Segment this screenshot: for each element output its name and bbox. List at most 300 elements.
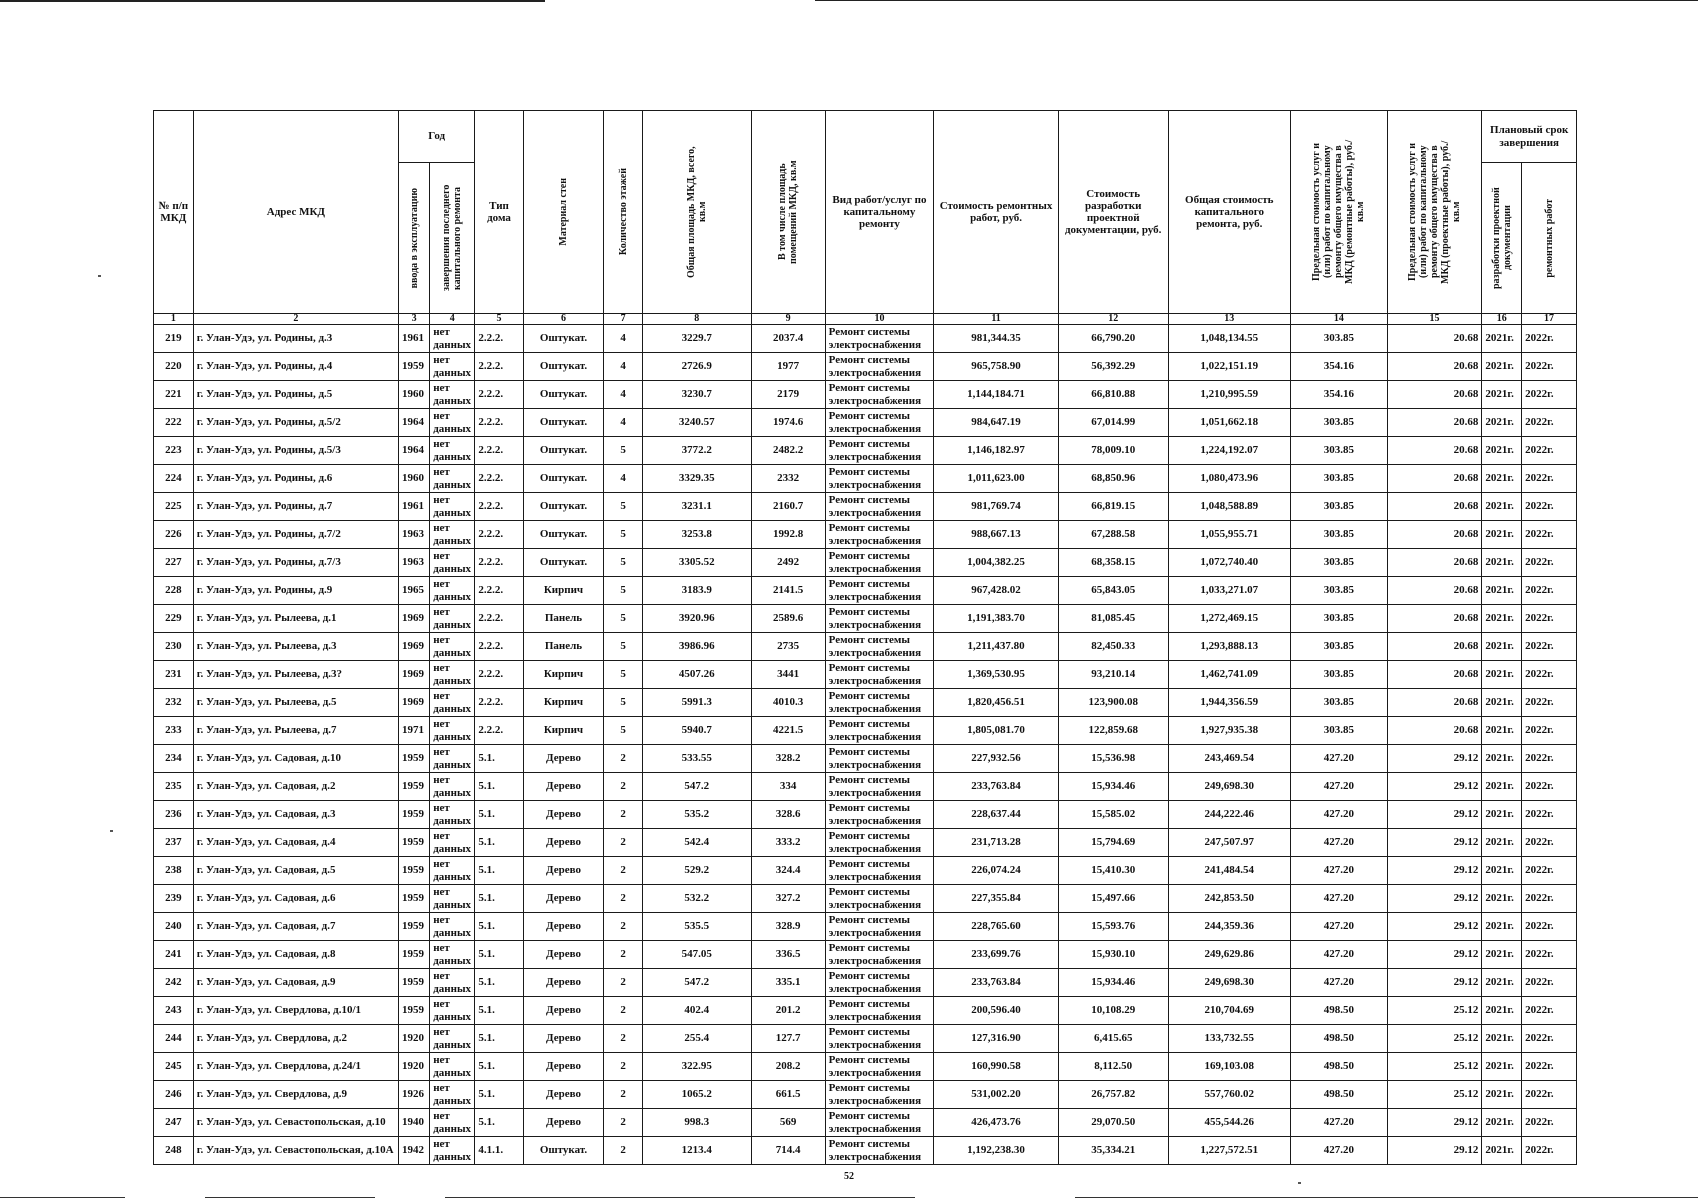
- header-year-last-repair: завершения последнего капитального ремонта: [430, 163, 475, 314]
- table-row: [154, 885, 1577, 913]
- table-row: [154, 997, 1577, 1025]
- deadline-design-cell: 2021г.: [1482, 801, 1522, 829]
- limit-design-cell: 20.68: [1387, 437, 1482, 465]
- house-type-cell: 5.1.: [475, 829, 523, 857]
- design-cost-cell: 68,850.96: [1058, 465, 1168, 493]
- deadline-repair-cell: 2022г.: [1522, 689, 1577, 717]
- column-number: 17: [1522, 314, 1577, 325]
- header-repair-cost: Стоимость ремонтных работ, руб.: [934, 111, 1059, 314]
- house-type-cell: 2.2.2.: [475, 633, 523, 661]
- scan-top-edge-left: [0, 0, 545, 2]
- limit-repair-cell: 303.85: [1291, 549, 1388, 577]
- total-area-cell: 3183.9: [642, 577, 751, 605]
- floors-cell: 2: [604, 885, 643, 913]
- header-limit-repair: Предельная стоимость услуг и (или) работ по капитальному ремонту общего имущества в МКД (ремонтные работы), руб./кв.м: [1291, 111, 1388, 314]
- year-commission-cell: 1959: [399, 857, 430, 885]
- year-last-repair-cell: нет данных: [430, 941, 475, 969]
- deadline-design-cell: 2021г.: [1482, 465, 1522, 493]
- column-number: 14: [1291, 314, 1388, 325]
- premises-area-cell: 333.2: [751, 829, 825, 857]
- limit-repair-cell: 303.85: [1291, 325, 1388, 353]
- row-number: 225: [154, 493, 194, 521]
- row-number: 244: [154, 1025, 194, 1053]
- repair-cost-cell: 233,763.84: [934, 969, 1059, 997]
- limit-repair-cell: 427.20: [1291, 857, 1388, 885]
- material-cell: Кирпич: [523, 689, 604, 717]
- premises-area-cell: 3441: [751, 661, 825, 689]
- limit-repair-cell: 427.20: [1291, 1137, 1388, 1165]
- table-row: [154, 549, 1577, 577]
- work-type-cell: Ремонт системы электроснабжения: [825, 381, 934, 409]
- material-cell: Дерево: [523, 829, 604, 857]
- limit-design-cell: 20.68: [1387, 605, 1482, 633]
- house-type-cell: 5.1.: [475, 745, 523, 773]
- deadline-repair-cell: 2022г.: [1522, 1137, 1577, 1165]
- limit-design-cell: 29.12: [1387, 773, 1482, 801]
- limit-design-cell: 29.12: [1387, 885, 1482, 913]
- year-commission-cell: 1959: [399, 969, 430, 997]
- total-area-cell: 535.5: [642, 913, 751, 941]
- repair-cost-cell: 233,763.84: [934, 773, 1059, 801]
- total-cost-cell: 1,927,935.38: [1168, 717, 1291, 745]
- year-commission-cell: 1959: [399, 745, 430, 773]
- floors-cell: 4: [604, 409, 643, 437]
- row-number: 239: [154, 885, 194, 913]
- deadline-design-cell: 2021г.: [1482, 605, 1522, 633]
- row-number: 224: [154, 465, 194, 493]
- total-area-cell: 3920.96: [642, 605, 751, 633]
- design-cost-cell: 15,536.98: [1058, 745, 1168, 773]
- floors-cell: 2: [604, 1025, 643, 1053]
- house-type-cell: 2.2.2.: [475, 605, 523, 633]
- deadline-repair-cell: 2022г.: [1522, 549, 1577, 577]
- year-last-repair-cell: нет данных: [430, 1081, 475, 1109]
- material-cell: Дерево: [523, 1081, 604, 1109]
- repair-cost-cell: 1,211,437.80: [934, 633, 1059, 661]
- year-commission-cell: 1940: [399, 1109, 430, 1137]
- repair-cost-cell: 1,146,182.97: [934, 437, 1059, 465]
- floors-cell: 4: [604, 381, 643, 409]
- table-row: [154, 745, 1577, 773]
- total-area-cell: 3230.7: [642, 381, 751, 409]
- header-design-cost: Стоимость разработки проектной документации, руб.: [1058, 111, 1168, 314]
- material-cell: Оштукат.: [523, 1137, 604, 1165]
- floors-cell: 5: [604, 605, 643, 633]
- work-type-cell: Ремонт системы электроснабжения: [825, 997, 934, 1025]
- total-cost-cell: 1,051,662.18: [1168, 409, 1291, 437]
- table-row: [154, 1053, 1577, 1081]
- deadline-design-cell: 2021г.: [1482, 1053, 1522, 1081]
- year-last-repair-cell: нет данных: [430, 661, 475, 689]
- table-row: [154, 941, 1577, 969]
- row-number: 243: [154, 997, 194, 1025]
- design-cost-cell: 66,819.15: [1058, 493, 1168, 521]
- repair-cost-cell: 1,369,530.95: [934, 661, 1059, 689]
- material-cell: Кирпич: [523, 717, 604, 745]
- address-cell: г. Улан-Удэ, ул. Садовая, д.2: [193, 773, 398, 801]
- floors-cell: 5: [604, 521, 643, 549]
- limit-repair-cell: 303.85: [1291, 493, 1388, 521]
- row-number: 242: [154, 969, 194, 997]
- total-cost-cell: 1,293,888.13: [1168, 633, 1291, 661]
- limit-repair-cell: 427.20: [1291, 801, 1388, 829]
- address-cell: г. Улан-Удэ, ул. Родины, д.3: [193, 325, 398, 353]
- repair-cost-cell: 228,765.60: [934, 913, 1059, 941]
- total-area-cell: 547.2: [642, 773, 751, 801]
- design-cost-cell: 15,934.46: [1058, 773, 1168, 801]
- premises-area-cell: 201.2: [751, 997, 825, 1025]
- total-area-cell: 3240.57: [642, 409, 751, 437]
- total-cost-cell: 1,072,740.40: [1168, 549, 1291, 577]
- work-type-cell: Ремонт системы электроснабжения: [825, 1025, 934, 1053]
- deadline-repair-cell: 2022г.: [1522, 857, 1577, 885]
- repair-cost-cell: 1,191,383.70: [934, 605, 1059, 633]
- total-area-cell: 3229.7: [642, 325, 751, 353]
- address-cell: г. Улан-Удэ, ул. Родины, д.4: [193, 353, 398, 381]
- scan-speck: [110, 830, 113, 832]
- total-area-cell: 533.55: [642, 745, 751, 773]
- material-cell: Дерево: [523, 969, 604, 997]
- premises-area-cell: 127.7: [751, 1025, 825, 1053]
- deadline-repair-cell: 2022г.: [1522, 745, 1577, 773]
- deadline-design-cell: 2021г.: [1482, 1137, 1522, 1165]
- scan-bottom-edge-3: [445, 1197, 915, 1198]
- deadline-design-cell: 2021г.: [1482, 717, 1522, 745]
- repair-cost-cell: 531,002.20: [934, 1081, 1059, 1109]
- premises-area-cell: 2589.6: [751, 605, 825, 633]
- table-row: [154, 913, 1577, 941]
- total-area-cell: 4507.26: [642, 661, 751, 689]
- table-row: [154, 773, 1577, 801]
- house-type-cell: 2.2.2.: [475, 465, 523, 493]
- year-last-repair-cell: нет данных: [430, 913, 475, 941]
- design-cost-cell: 15,585.02: [1058, 801, 1168, 829]
- total-cost-cell: 1,048,588.89: [1168, 493, 1291, 521]
- repair-cost-cell: 127,316.90: [934, 1025, 1059, 1053]
- deadline-design-cell: 2021г.: [1482, 409, 1522, 437]
- repair-cost-cell: 226,074.24: [934, 857, 1059, 885]
- year-last-repair-cell: нет данных: [430, 577, 475, 605]
- total-area-cell: 3231.1: [642, 493, 751, 521]
- column-number: 12: [1058, 314, 1168, 325]
- repair-cost-cell: 988,667.13: [934, 521, 1059, 549]
- year-commission-cell: 1971: [399, 717, 430, 745]
- total-cost-cell: 1,048,134.55: [1168, 325, 1291, 353]
- table-row: [154, 325, 1577, 353]
- work-type-cell: Ремонт системы электроснабжения: [825, 1081, 934, 1109]
- limit-repair-cell: 303.85: [1291, 521, 1388, 549]
- column-number: 6: [523, 314, 604, 325]
- total-cost-cell: 210,704.69: [1168, 997, 1291, 1025]
- row-number: 234: [154, 745, 194, 773]
- year-last-repair-cell: нет данных: [430, 857, 475, 885]
- deadline-repair-cell: 2022г.: [1522, 941, 1577, 969]
- work-type-cell: Ремонт системы электроснабжения: [825, 745, 934, 773]
- total-cost-cell: 1,227,572.51: [1168, 1137, 1291, 1165]
- limit-design-cell: 20.68: [1387, 689, 1482, 717]
- limit-repair-cell: 354.16: [1291, 381, 1388, 409]
- floors-cell: 2: [604, 745, 643, 773]
- house-type-cell: 5.1.: [475, 913, 523, 941]
- premises-area-cell: 1992.8: [751, 521, 825, 549]
- floors-cell: 5: [604, 577, 643, 605]
- row-number: 233: [154, 717, 194, 745]
- deadline-repair-cell: 2022г.: [1522, 885, 1577, 913]
- floors-cell: 2: [604, 1053, 643, 1081]
- repair-cost-cell: 1,011,623.00: [934, 465, 1059, 493]
- deadline-repair-cell: 2022г.: [1522, 1025, 1577, 1053]
- material-cell: Оштукат.: [523, 409, 604, 437]
- design-cost-cell: 35,334.21: [1058, 1137, 1168, 1165]
- repair-cost-cell: 231,713.28: [934, 829, 1059, 857]
- limit-design-cell: 29.12: [1387, 913, 1482, 941]
- deadline-repair-cell: 2022г.: [1522, 381, 1577, 409]
- table-row: [154, 969, 1577, 997]
- house-type-cell: 2.2.2.: [475, 717, 523, 745]
- limit-design-cell: 20.68: [1387, 521, 1482, 549]
- deadline-design-cell: 2021г.: [1482, 1109, 1522, 1137]
- limit-repair-cell: 303.85: [1291, 437, 1388, 465]
- house-type-cell: 2.2.2.: [475, 661, 523, 689]
- limit-repair-cell: 427.20: [1291, 969, 1388, 997]
- limit-design-cell: 20.68: [1387, 633, 1482, 661]
- deadline-design-cell: 2021г.: [1482, 577, 1522, 605]
- deadline-repair-cell: 2022г.: [1522, 717, 1577, 745]
- material-cell: Дерево: [523, 773, 604, 801]
- total-cost-cell: 243,469.54: [1168, 745, 1291, 773]
- address-cell: г. Улан-Удэ, ул. Свердлова, д.9: [193, 1081, 398, 1109]
- total-cost-cell: 1,033,271.07: [1168, 577, 1291, 605]
- year-last-repair-cell: нет данных: [430, 997, 475, 1025]
- premises-area-cell: 1974.6: [751, 409, 825, 437]
- design-cost-cell: 15,593.76: [1058, 913, 1168, 941]
- work-type-cell: Ремонт системы электроснабжения: [825, 493, 934, 521]
- house-type-cell: 2.2.2.: [475, 409, 523, 437]
- repair-cost-cell: 1,820,456.51: [934, 689, 1059, 717]
- work-type-cell: Ремонт системы электроснабжения: [825, 353, 934, 381]
- work-type-cell: Ремонт системы электроснабжения: [825, 913, 934, 941]
- material-cell: Дерево: [523, 1025, 604, 1053]
- address-cell: г. Улан-Удэ, ул. Садовая, д.5: [193, 857, 398, 885]
- scan-top-edge-right: [815, 0, 1698, 1]
- floors-cell: 2: [604, 997, 643, 1025]
- total-area-cell: 255.4: [642, 1025, 751, 1053]
- material-cell: Оштукат.: [523, 325, 604, 353]
- page-number: 52: [844, 1171, 854, 1182]
- total-area-cell: 3253.8: [642, 521, 751, 549]
- total-area-cell: 402.4: [642, 997, 751, 1025]
- material-cell: Кирпич: [523, 661, 604, 689]
- limit-design-cell: 20.68: [1387, 381, 1482, 409]
- table-row: [154, 689, 1577, 717]
- row-number: 247: [154, 1109, 194, 1137]
- year-commission-cell: 1959: [399, 997, 430, 1025]
- column-number: 16: [1482, 314, 1522, 325]
- design-cost-cell: 15,930.10: [1058, 941, 1168, 969]
- row-number: 222: [154, 409, 194, 437]
- design-cost-cell: 81,085.45: [1058, 605, 1168, 633]
- design-cost-cell: 29,070.50: [1058, 1109, 1168, 1137]
- address-cell: г. Улан-Удэ, ул. Родины, д.5: [193, 381, 398, 409]
- material-cell: Дерево: [523, 857, 604, 885]
- year-commission-cell: 1964: [399, 409, 430, 437]
- repair-cost-cell: 967,428.02: [934, 577, 1059, 605]
- design-cost-cell: 78,009.10: [1058, 437, 1168, 465]
- column-number: 15: [1387, 314, 1482, 325]
- row-number: 231: [154, 661, 194, 689]
- limit-design-cell: 25.12: [1387, 997, 1482, 1025]
- address-cell: г. Улан-Удэ, ул. Рылеева, д.1: [193, 605, 398, 633]
- deadline-design-cell: 2021г.: [1482, 493, 1522, 521]
- deadline-design-cell: 2021г.: [1482, 661, 1522, 689]
- work-type-cell: Ремонт системы электроснабжения: [825, 1137, 934, 1165]
- total-area-cell: 535.2: [642, 801, 751, 829]
- total-cost-cell: 249,629.86: [1168, 941, 1291, 969]
- year-last-repair-cell: нет данных: [430, 773, 475, 801]
- premises-area-cell: 714.4: [751, 1137, 825, 1165]
- work-type-cell: Ремонт системы электроснабжения: [825, 969, 934, 997]
- floors-cell: 5: [604, 633, 643, 661]
- year-last-repair-cell: нет данных: [430, 437, 475, 465]
- design-cost-cell: 123,900.08: [1058, 689, 1168, 717]
- limit-repair-cell: 498.50: [1291, 997, 1388, 1025]
- total-cost-cell: 247,507.97: [1168, 829, 1291, 857]
- material-cell: Дерево: [523, 997, 604, 1025]
- header-deadline-design: разработки проектной документации: [1482, 163, 1522, 314]
- house-type-cell: 2.2.2.: [475, 521, 523, 549]
- header-limit-design: Предельная стоимость услуг и (или) работ по капитальному ремонту общего имущества в МКД (проектные работы), руб./кв.м: [1387, 111, 1482, 314]
- table-row: [154, 1025, 1577, 1053]
- limit-design-cell: 20.68: [1387, 661, 1482, 689]
- house-type-cell: 2.2.2.: [475, 549, 523, 577]
- house-type-cell: 2.2.2.: [475, 493, 523, 521]
- design-cost-cell: 67,288.58: [1058, 521, 1168, 549]
- year-commission-cell: 1961: [399, 325, 430, 353]
- repair-cost-cell: 227,355.84: [934, 885, 1059, 913]
- deadline-repair-cell: 2022г.: [1522, 465, 1577, 493]
- deadline-repair-cell: 2022г.: [1522, 969, 1577, 997]
- address-cell: г. Улан-Удэ, ул. Родины, д.7: [193, 493, 398, 521]
- column-number: 3: [399, 314, 430, 325]
- year-commission-cell: 1959: [399, 941, 430, 969]
- material-cell: Дерево: [523, 885, 604, 913]
- row-number: 235: [154, 773, 194, 801]
- limit-design-cell: 25.12: [1387, 1081, 1482, 1109]
- table-row: [154, 829, 1577, 857]
- premises-area-cell: 2160.7: [751, 493, 825, 521]
- design-cost-cell: 15,410.30: [1058, 857, 1168, 885]
- total-cost-cell: 244,359.36: [1168, 913, 1291, 941]
- material-cell: Оштукат.: [523, 437, 604, 465]
- design-cost-cell: 65,843.05: [1058, 577, 1168, 605]
- table-row: [154, 605, 1577, 633]
- work-type-cell: Ремонт системы электроснабжения: [825, 1053, 934, 1081]
- limit-repair-cell: 303.85: [1291, 409, 1388, 437]
- address-cell: г. Улан-Удэ, ул. Родины, д.7/2: [193, 521, 398, 549]
- material-cell: Дерево: [523, 801, 604, 829]
- row-number: 232: [154, 689, 194, 717]
- house-type-cell: 2.2.2.: [475, 381, 523, 409]
- house-type-cell: 5.1.: [475, 857, 523, 885]
- premises-area-cell: 328.2: [751, 745, 825, 773]
- total-area-cell: 5991.3: [642, 689, 751, 717]
- header-total-area: Общая площадь МКД, всего, кв.м: [642, 111, 751, 314]
- limit-design-cell: 29.12: [1387, 857, 1482, 885]
- material-cell: Кирпич: [523, 577, 604, 605]
- limit-repair-cell: 427.20: [1291, 1109, 1388, 1137]
- column-number: 7: [604, 314, 643, 325]
- header-work-type: Вид работ/услуг по капитальному ремонту: [825, 111, 934, 314]
- design-cost-cell: 56,392.29: [1058, 353, 1168, 381]
- premises-area-cell: 324.4: [751, 857, 825, 885]
- limit-design-cell: 20.68: [1387, 577, 1482, 605]
- repair-cost-cell: 981,769.74: [934, 493, 1059, 521]
- material-cell: Дерево: [523, 745, 604, 773]
- premises-area-cell: 328.6: [751, 801, 825, 829]
- table-row: [154, 717, 1577, 745]
- limit-repair-cell: 427.20: [1291, 829, 1388, 857]
- address-cell: г. Улан-Удэ, ул. Садовая, д.7: [193, 913, 398, 941]
- row-number: 229: [154, 605, 194, 633]
- address-cell: г. Улан-Удэ, ул. Рылеева, д.3: [193, 633, 398, 661]
- premises-area-cell: 4010.3: [751, 689, 825, 717]
- limit-repair-cell: 303.85: [1291, 633, 1388, 661]
- house-type-cell: 5.1.: [475, 1053, 523, 1081]
- deadline-repair-cell: 2022г.: [1522, 605, 1577, 633]
- scan-speck: [1298, 1182, 1301, 1184]
- year-last-repair-cell: нет данных: [430, 465, 475, 493]
- house-type-cell: 5.1.: [475, 969, 523, 997]
- header-floors: Количество этажей: [604, 111, 643, 314]
- limit-design-cell: 20.68: [1387, 325, 1482, 353]
- limit-design-cell: 29.12: [1387, 941, 1482, 969]
- year-last-repair-cell: нет данных: [430, 885, 475, 913]
- year-last-repair-cell: нет данных: [430, 353, 475, 381]
- limit-repair-cell: 303.85: [1291, 465, 1388, 493]
- deadline-repair-cell: 2022г.: [1522, 521, 1577, 549]
- deadline-repair-cell: 2022г.: [1522, 409, 1577, 437]
- deadline-repair-cell: 2022г.: [1522, 829, 1577, 857]
- material-cell: Дерево: [523, 1109, 604, 1137]
- house-type-cell: 2.2.2.: [475, 577, 523, 605]
- header-material: Материал стен: [523, 111, 604, 314]
- year-last-repair-cell: нет данных: [430, 325, 475, 353]
- year-commission-cell: 1959: [399, 801, 430, 829]
- repair-cost-cell: 227,932.56: [934, 745, 1059, 773]
- work-type-cell: Ремонт системы электроснабжения: [825, 437, 934, 465]
- deadline-repair-cell: 2022г.: [1522, 577, 1577, 605]
- deadline-design-cell: 2021г.: [1482, 633, 1522, 661]
- limit-design-cell: 29.12: [1387, 1137, 1482, 1165]
- repair-cost-cell: 1,805,081.70: [934, 717, 1059, 745]
- design-cost-cell: 68,358.15: [1058, 549, 1168, 577]
- address-cell: г. Улан-Удэ, ул. Родины, д.7/3: [193, 549, 398, 577]
- table-row: [154, 409, 1577, 437]
- work-type-cell: Ремонт системы электроснабжения: [825, 605, 934, 633]
- work-type-cell: Ремонт системы электроснабжения: [825, 577, 934, 605]
- row-number: 219: [154, 325, 194, 353]
- total-area-cell: 529.2: [642, 857, 751, 885]
- limit-repair-cell: 498.50: [1291, 1053, 1388, 1081]
- limit-design-cell: 29.12: [1387, 829, 1482, 857]
- deadline-design-cell: 2021г.: [1482, 381, 1522, 409]
- house-type-cell: 5.1.: [475, 1109, 523, 1137]
- total-cost-cell: 1,055,955.71: [1168, 521, 1291, 549]
- design-cost-cell: 67,014.99: [1058, 409, 1168, 437]
- design-cost-cell: 66,810.88: [1058, 381, 1168, 409]
- repair-cost-cell: 1,004,382.25: [934, 549, 1059, 577]
- total-area-cell: 3986.96: [642, 633, 751, 661]
